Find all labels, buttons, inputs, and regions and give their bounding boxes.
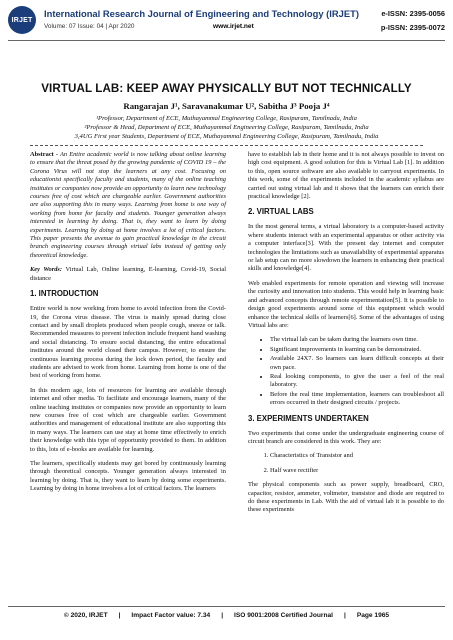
e-issn: e-ISSN: 2395-0056	[381, 9, 445, 18]
experiment-item: 1. Characteristics of Transistor and	[270, 452, 444, 460]
advantage-item: • Significant improvements in learning can be demonstrated.	[270, 346, 444, 354]
irjet-logo: IRJET	[8, 6, 36, 34]
affiliation-3: 3,4UG First year Students, Department of ECE, Muthayammal Engineering College, Rasipuram, Tamilnadu, India	[74, 133, 379, 141]
keywords-text: Virtual Lab, Online learning, E-learning, Covid-19, Social distance	[30, 266, 227, 282]
keywords	[30, 266, 226, 283]
paper-authors: Rangarajan J¹, Saravanakumar U², Sabitha J³ Pooja J⁴	[123, 101, 330, 111]
page-footer: © 2020, IRJET | Impact Factor value: 7.34 | ISO 9001:2008 Certified Journal | Page 1965	[63, 612, 390, 619]
affiliations	[0, 114, 453, 142]
keywords-label: Key Words:	[30, 266, 63, 274]
virtual-labs-paragraph-1: In the most general terms, a virtual laboratory is a computer-based activity where students interact with an experimental apparatus or other activity via a computer interface[3]. With the present day internet and computer technologies the limitations such as unavailability of experimental apparatus or lab setup can no more slowdown the learners in enhancing their practical skills and knowledge[4].	[248, 223, 444, 273]
advantage-item: • Available 24X7. So learners can learn difficult concepts at their own pace.	[270, 355, 444, 372]
journal-volume: Volume: 07 Issue: 04 | Apr 2020	[44, 23, 135, 30]
right-column	[248, 151, 444, 521]
p-issn: p-ISSN: 2395-0072	[380, 23, 445, 32]
intro-continued-paragraph: have to establish lab in their home and it is not always possible to invest on high cost equipment. A good solution for this is Virtual Lab [1]. In addition to this, open source software are also available to carryout experiments. In this work, some of the experiments included in the academic syllabus are carried out using virtual lab and it shows that the learners can enrich their practical knowledge [2].	[248, 151, 444, 201]
abstract-text: An Entire academic world is now talking about online learning to ensure that the threat posed by the growing pandemic of COVID 19 – the Corona Virus will not stop the learners at any cost. Focusing on educationist specifically faculty and students, many of the online teaching institutes or companies now provide an opportunity to learn new technology courses free of cost which are chargeable earlier. Government authorities are also supporting this in many ways. Learning from home is one way of working from home for faculty and students. Younger generation always interested in learning by doing. That is, they want to learn by doing experiments. Learning by doing at home involves a lot of critical factors. This paper presents the avenue to gain practical knowledge in the circuit branch engineering courses through virtual labs instead of getting only theoretical knowledge.	[30, 151, 226, 259]
introduction-heading: 1. INTRODUCTION	[30, 289, 99, 299]
paper-title: VIRTUAL LAB: KEEP AWAY PHYSICALLY BUT NOT TECHNICALLY	[41, 82, 412, 95]
section-separator	[30, 145, 423, 146]
footer-divider	[8, 606, 445, 607]
header-divider	[8, 40, 445, 41]
experiments-list	[248, 452, 444, 475]
virtual-labs-paragraph-2: Web enabled experiments for remote operation and viewing will increase the curiosity and innovation into students. This would help in learning basic and advanced concepts through remote experimentation[5]. It is possible to design good experiments around some of this equipment which would enhance the technical skills of learners[6]. Some of the advantages of using Virtual labs are:	[248, 279, 444, 329]
journal-header	[8, 6, 445, 38]
virtual-labs-heading: 2. VIRTUAL LABS	[248, 207, 314, 217]
experiments-paragraph-2: The physical components such as power supply, breadboard, CRO, capacitor, resistor, ammeter, voltmeter, transistor and diode are required to do these experiments in Lab. With the aid of virtual lab it is possible to do these experiments	[248, 481, 444, 514]
advantage-item: • Real looking components, to give the user a feel of the real laboratory.	[270, 373, 444, 390]
left-column	[30, 151, 226, 500]
affiliation-2: ²Professor & Head, Department of ECE, Muthayammal Engineering College, Rasipuram, Tamilnadu, India	[84, 124, 369, 132]
advantage-item: • Before the real time implementation, learners can troubleshoot all errors occurred in their designed circuits / projects.	[270, 391, 444, 408]
advantage-item: • The virtual lab can be taken during the learners own time.	[270, 336, 444, 344]
affiliation-1: ¹Professor, Department of ECE, Muthayammal Engineering College, Rasipuram, Tamilnadu, India	[96, 115, 357, 122]
intro-paragraph-3: The learners, specifically students may get bored by continuously learning through theoretical concepts. Younger generation always interested in learning by doing. That is, they want to learn by doing some experiments. Learning by doing in home involves a lot of critical factors. The learners	[30, 460, 226, 493]
experiment-item: 2. Half wave rectifier	[270, 467, 444, 475]
experiments-heading: 3. EXPERIMENTS UNDERTAKEN	[248, 413, 369, 423]
journal-name: International Research Journal of Engineering and Technology (IRJET)	[44, 8, 359, 19]
intro-paragraph-1: Entire world is now working from home to avoid infection from the Covid-19, the Corona virus disease. The virus is mainly spread during close contact and by small droplets produced when people cough, sneeze or talk. Recommended measures to prevent infection include frequent hand washing and social distancing. To ensure social distancing, the entire educational institutes around the world closed their campus. However, to ensure the continuous learning process during the lock down period, the faculty and students are advised to work from home. Learning from home is one of the best of working from home.	[30, 305, 226, 380]
experiments-paragraph-1: Two experiments that come under the undergraduate engineering course of circuit branch are considered in this work. They are:	[248, 429, 444, 445]
intro-paragraph-2: In this modern age, lots of resources for learning are available through internet and other media. To facilitate and encourage learners, many of the online teaching institutes or companies now provide an opportunity to learn new courses free of cost which are chargeable earlier. Government authorities and management of educational institute are also supporting this in many ways. The learners can use stay at home time effectively to enrich their knowledge with this type of opportunity provided to them. In addition to this, lots of e-books are available for learning.	[30, 386, 226, 453]
abstract-label: Abstract -	[30, 151, 59, 158]
advantages-list	[248, 336, 444, 407]
journal-url[interactable]: www.irjet.net	[213, 23, 254, 30]
abstract	[30, 151, 226, 260]
